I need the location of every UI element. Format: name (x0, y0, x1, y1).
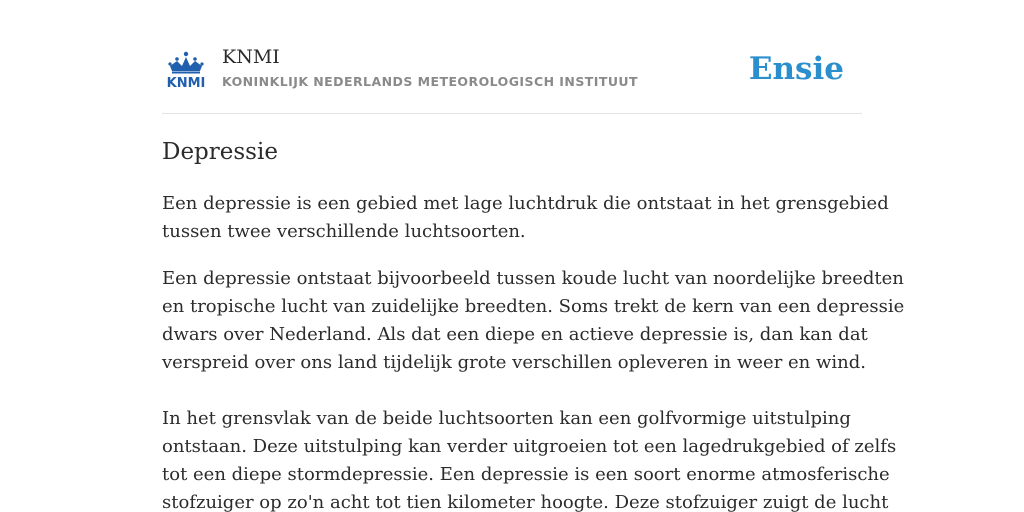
crown-icon (168, 52, 203, 74)
org-name[interactable]: KNMI (222, 46, 280, 68)
paragraph-line: tussen twee verschillende luchtsoorten. (162, 221, 526, 242)
org-full-name: KONINKLIJK NEDERLANDS METEOROLOGISCH INSTITUUT (222, 74, 639, 89)
paragraph-line: ontstaan. Deze uitstulping kan verder uitgroeien tot een lagedrukgebied of zelfs (162, 436, 897, 457)
content-container (162, 0, 905, 512)
site-header (162, 0, 862, 114)
article-title: Depressie (162, 139, 278, 165)
logo-text: KNMI (166, 76, 206, 90)
paragraph-line: stofzuiger op zo'n acht tot tien kilometer hoogte. Deze stofzuiger zuigt de lucht (162, 492, 889, 512)
paragraph-line: Een depressie ontstaat bijvoorbeeld tussen koude lucht van noordelijke breedten (162, 268, 904, 289)
article-paragraph (162, 405, 897, 512)
knmi-logo[interactable] (164, 50, 208, 90)
paragraph-line: en tropische lucht van zuidelijke breedten. Soms trekt de kern van een depressie (162, 296, 905, 317)
paragraph-line: dwars over Nederland. Als dat een diepe en actieve depressie is, dan kan dat (162, 324, 868, 345)
paragraph-line: tot een diepe stormdepressie. Een depressie is een soort enorme atmosferische (162, 464, 890, 485)
paragraph-line: verspreid over ons land tijdelijk grote verschillen opleveren in weer en wind. (162, 352, 866, 373)
paragraph-line: In het grensvlak van de beide luchtsoorten kan een golfvormige uitstulping (162, 408, 851, 429)
article-paragraph (162, 190, 889, 246)
ensie-logo[interactable]: Ensie (748, 51, 844, 87)
article-paragraph (162, 265, 905, 377)
paragraph-line: Een depressie is een gebied met lage luchtdruk die ontstaat in het grensgebied (162, 193, 889, 214)
